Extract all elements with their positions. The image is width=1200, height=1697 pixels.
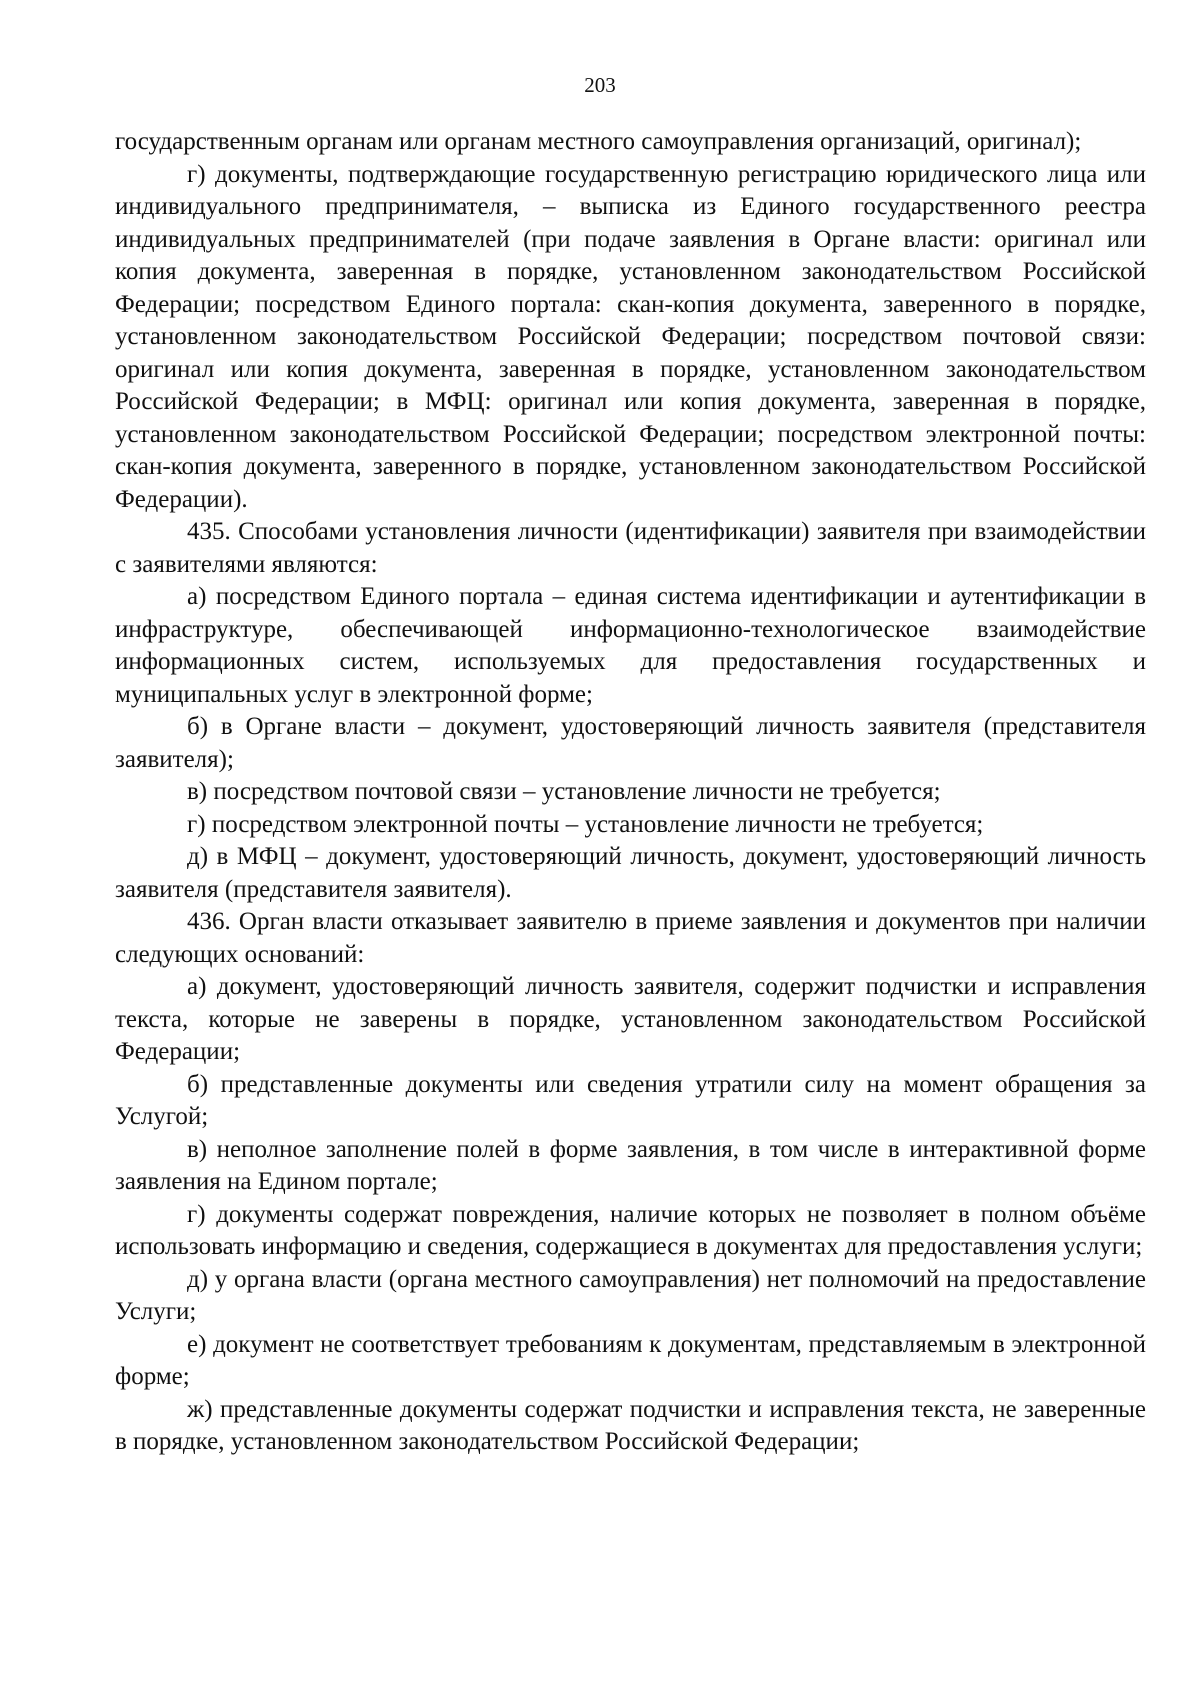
paragraph-435: 435. Способами установления личности (идентификации) заявителя при взаимодействии с заявителями являются: bbox=[115, 518, 1146, 578]
paragraph-item-g-registration-documents: г) документы, подтверждающие государственную регистрацию юридического лица или индивидуального предпринимателя, – выписка из Единого государственного реестра индивидуальных предпринимателей (при подаче заявления в Органе власти: оригинал или копия документа, заверенная в порядке, установленном законодательством Российской Федерации; посредством Единого портала: скан-копия документа, заверенного в порядке, установленном законодательством Российской Федерации; посредством почтовой связи: оригинал или копия документа, заверенная в порядке, установленном законодательством Российской Федерации; в МФЦ: оригинал или копия документа, заверенная в порядке, установленном законодательством Российской Федерации; посредством электронной почты: скан-копия документа, заверенного в порядке, установленном законодательством Российской Федерации). bbox=[115, 160, 1146, 513]
paragraph-435-item-a: а) посредством Единого портала – единая система идентификации и аутентификации в инфраструктуре, обеспечивающей информационно-технологическое взаимодействие информационных систем, используемых для предоставления государственных и муниципальных услуг в электронной форме; bbox=[115, 583, 1146, 708]
page-number: 203 bbox=[584, 73, 616, 97]
paragraph-436-item-zh: ж) представленные документы содержат подчистки и исправления текста, не заверенные в порядке, установленном законодательством Российской Федерации; bbox=[115, 1395, 1146, 1455]
paragraph-436-item-v: в) неполное заполнение полей в форме заявления, в том числе в интерактивной форме заявления на Едином портале; bbox=[115, 1135, 1146, 1195]
paragraph-436-item-b: б) представленные документы или сведения утратили силу на момент обращения за Услугой; bbox=[115, 1070, 1146, 1130]
paragraph-436-item-e: е) документ не соответствует требованиям к документам, представляемым в электронной форме; bbox=[115, 1330, 1146, 1390]
paragraph-436-item-a: а) документ, удостоверяющий личность заявителя, содержит подчистки и исправления текста, которые не заверены в порядке, установленном законодательством Российской Федерации; bbox=[115, 973, 1146, 1065]
paragraph-435-item-g: г) посредством электронной почты – установление личности не требуется; bbox=[187, 810, 984, 838]
paragraph-435-item-v: в) посредством почтовой связи – установление личности не требуется; bbox=[187, 778, 941, 805]
paragraph-436-item-d: д) у органа власти (органа местного самоуправления) нет полномочий на предоставление Услуги; bbox=[115, 1265, 1146, 1325]
document-body bbox=[115, 126, 1146, 1459]
paragraph-continuation: государственным органам или органам местного самоуправления организаций, оригинал); bbox=[115, 128, 1082, 155]
paragraph-435-item-b: б) в Органе власти – документ, удостоверяющий личность заявителя (представителя заявителя); bbox=[115, 713, 1146, 773]
paragraph-436: 436. Орган власти отказывает заявителю в приеме заявления и документов при наличии следующих оснований: bbox=[115, 908, 1146, 968]
paragraph-436-item-g: г) документы содержат повреждения, наличие которых не позволяет в полном объёме использовать информацию и сведения, содержащиеся в документах для предоставления услуги; bbox=[115, 1200, 1146, 1260]
paragraph-435-item-d: д) в МФЦ – документ, удостоверяющий личность, документ, удостоверяющий личность заявителя (представителя заявителя). bbox=[115, 843, 1146, 903]
